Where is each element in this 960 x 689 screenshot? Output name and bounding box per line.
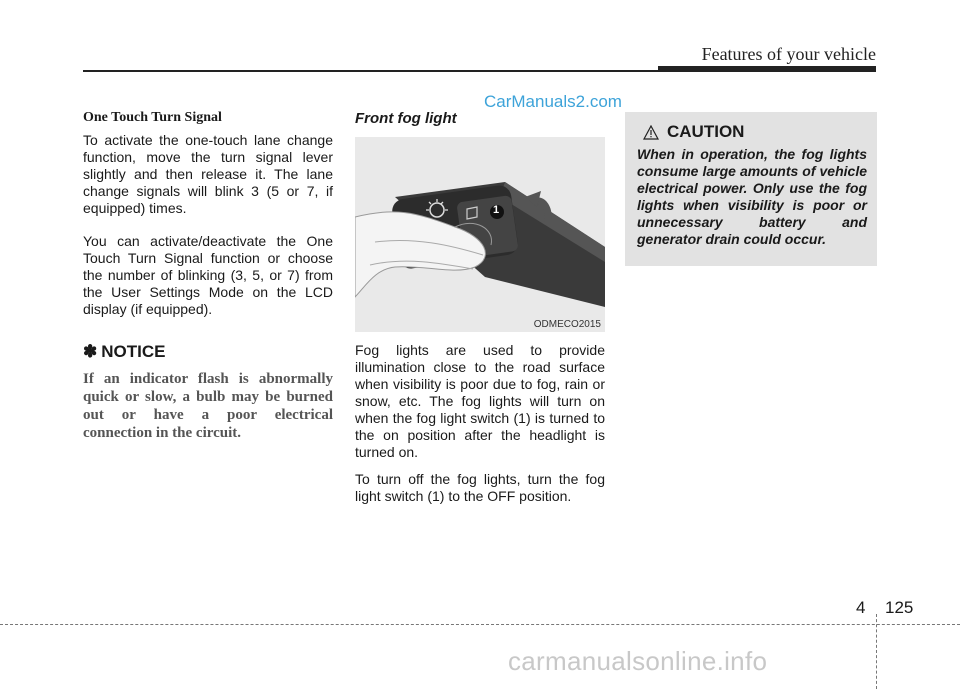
- callout-number: 1: [493, 204, 500, 216]
- middle-column: [355, 110, 605, 513]
- watermark-bottom[interactable]: carmanualsonline.info: [508, 646, 768, 676]
- figure-code: ODMECO2015: [533, 319, 601, 330]
- caution-title: CAUTION: [667, 122, 745, 141]
- notice-heading: [83, 342, 333, 362]
- header-title: Features of your vehicle: [701, 44, 876, 64]
- one-touch-para-1: To activate the one-touch lane change function, move the turn signal lever slightly and then release it. The lane change signals will blink 3 (5 or 7, if equipped) times.: [83, 132, 333, 216]
- footer-rule: [0, 624, 960, 625]
- header-rule: [83, 70, 743, 72]
- header-rule-accent: [658, 66, 876, 72]
- one-touch-para-2: You can activate/deactivate the One Touch Turn Signal function or choose the number of blinking (3, 5, or 7) from the User Settings Mode on the LCD display (if equipped).: [83, 233, 333, 317]
- fog-light-para-1: Fog lights are used to provide illumination close to the road surface when visibility is poor due to fog, rain or snow, etc. The fog lights will turn on when the fog light switch (1) is turned to the on position after the headlight is turned on.: [355, 342, 605, 460]
- notice-text: If an indicator flash is abnormally quick or slow, a bulb may be burned out or have a poor electrical connection in the circuit.: [83, 371, 333, 441]
- fog-light-switch-figure: [355, 137, 605, 332]
- section-number: 4: [856, 598, 866, 617]
- caution-text: When in operation, the fog lights consume large amounts of vehicle electrical power. Only use the fog lights when visibility is poor or unnecessary battery and generator drain could occur.: [637, 146, 867, 247]
- watermark-top[interactable]: CarManuals2.com: [484, 92, 622, 111]
- footer-divider: [876, 614, 877, 689]
- page-number: 125: [885, 598, 914, 617]
- left-column: [83, 110, 333, 442]
- one-touch-heading: One Touch Turn Signal: [83, 110, 222, 125]
- fog-light-para-2: To turn off the fog lights, turn the fog light switch (1) to the OFF position.: [355, 471, 605, 504]
- caution-box: [625, 112, 877, 266]
- warning-triangle-icon: [643, 125, 659, 140]
- notice-title: NOTICE: [101, 342, 166, 361]
- caution-heading: [643, 122, 867, 142]
- fog-light-heading: Front fog light: [355, 110, 457, 127]
- fog-light-switch-illustration: [355, 137, 605, 332]
- notice-icon: ✽: [83, 342, 98, 361]
